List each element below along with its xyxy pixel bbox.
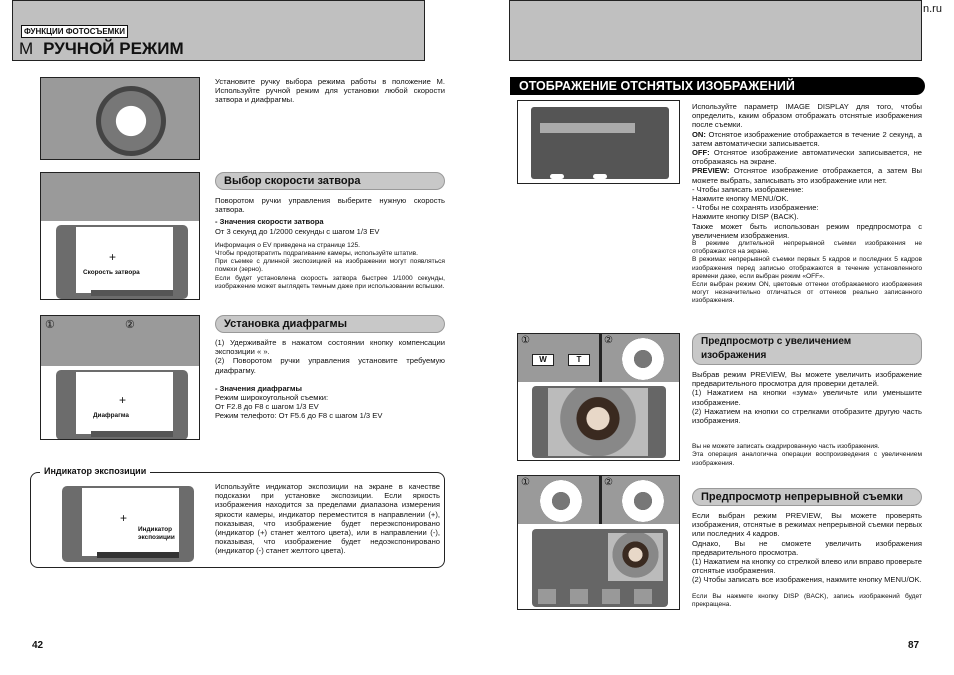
- burst-preview-illustration: [517, 475, 680, 610]
- section-tag: ФУНКЦИИ ФОТОСЪЕМКИ: [21, 25, 128, 38]
- display-note: В режимах непрерывной съемки первых 5 кадров и последних 5 кадров изображения перед записью отображаются в течение установленного времени даже, если выбран режим «OFF».: [692, 256, 922, 280]
- image-display-text: [692, 102, 922, 333]
- menu-ok-button-icon: [622, 480, 664, 522]
- aperture-step-1: (1) Удерживайте в нажатом состоянии кнопку компенсации экспозиции « ».: [215, 338, 445, 357]
- display-line: Также может быть использован режим предпросмотра с увеличением изображения.: [692, 221, 922, 240]
- exposure-text: Используйте индикатор экспозиции на экране в качестве подсказки при установке экспозиции. Если яркость изображения находится за пределами диапазона измерения яркости камеры, индикатор переместится в направлении (+), показывая, что изображение будет переэкспонировано (индикатор (+) станет желтого цвета), или в направлении (-), показывая, что изображение будет недоэкспонировано (индикатор (-) станет желтого цвета).: [215, 482, 440, 556]
- shutter-image-label: Скорость затвора: [83, 269, 140, 276]
- mode-dial-icon: [96, 86, 166, 156]
- shutter-text: [215, 196, 445, 315]
- option-preview: [692, 166, 922, 184]
- focus-frame-icon: +: [109, 250, 117, 264]
- aperture-heading: Установка диафрагмы: [215, 315, 445, 333]
- aperture-step-2: (2) Поворотом ручки управления установите требуемую диафрагму.: [215, 356, 445, 375]
- zoom-preview-line: Выбрав режим PREVIEW, Вы можете увеличить изображение предварительного просмотра для проверки деталей.: [692, 370, 922, 389]
- title-text: РУЧНОЙ РЕЖИМ: [43, 39, 184, 58]
- mode-letter: M: [19, 39, 34, 58]
- burst-preview-heading: Предпросмотр непрерывной съемки: [692, 488, 922, 506]
- step-1-mark: ①: [45, 319, 55, 331]
- image-display-menu-illustration: [517, 100, 680, 184]
- shutter-note: Если будет установлена скорость затвора быстрее 1/1000 секунды, изображение может выглядеть темным даже при использовании вспышки.: [215, 274, 445, 290]
- page-number-right: 87: [908, 640, 920, 651]
- step-1-mark: ①: [521, 335, 530, 346]
- page-title: [19, 39, 184, 59]
- intro-text: Установите ручку выбора режима работы в положение M. Используйте ручной режим для установки любой скорости затвора и диафрагмы.: [215, 77, 445, 105]
- exposure-illustration: [62, 486, 194, 562]
- step-1-mark: ①: [521, 477, 530, 488]
- zoom-preview-text: [692, 370, 922, 488]
- zoom-preview-line: (2) Нажатием на кнопки со стрелками отобразите другую часть изображения.: [692, 406, 922, 426]
- display-intro: Используйте параметр IMAGE DISPLAY для того, чтобы определить, каким образом отображать отснятые изображения после съемки.: [692, 102, 922, 130]
- aperture-illustration: [40, 315, 200, 440]
- left-text-column: [215, 77, 445, 421]
- zoom-preview-note: Вы не можете записать скадрированную часть изображения.: [692, 443, 880, 451]
- display-line: - Чтобы не сохранять изображение:: [692, 203, 819, 213]
- page-number-left: 42: [32, 640, 44, 651]
- option-on: [692, 130, 922, 148]
- right-text-column: [692, 102, 922, 609]
- step-2-mark: ②: [604, 335, 613, 346]
- shutter-note: Информация о EV приведена на странице 125.: [215, 241, 361, 249]
- option-key: PREVIEW:: [692, 166, 730, 176]
- section-title: ОТОБРАЖЕНИЕ ОТСНЯТЫХ ИЗОБРАЖЕНИЙ: [510, 77, 925, 95]
- zoom-preview-illustration: [517, 333, 680, 461]
- shutter-illustration: [40, 172, 200, 300]
- exposure-image-label: Индикатор экспозиции: [138, 526, 175, 541]
- aperture-value: Режим телефото: От F5.6 до F8 с шагом 1/3 EV: [215, 411, 383, 421]
- zoom-w-button: W: [532, 354, 554, 366]
- burst-preview-line: Однако, Вы не сможете увеличить изображения предварительного просмотра.: [692, 538, 922, 557]
- burst-preview-line: Если выбран режим PREVIEW, Вы можете проверять изображения, отснятые в режимах непрерывной съемки первых или последних 4 кадров.: [692, 511, 922, 539]
- shutter-note: Чтобы предотвратить подрагивание камеры, используйте штатив.: [215, 250, 418, 258]
- option-off: [692, 148, 922, 166]
- option-text: Отснятое изображение отображается, а затем Вы можете выбрать, записывать это изображение или нет.: [692, 166, 922, 185]
- aperture-values-label: - Значения диафрагмы: [215, 383, 302, 393]
- option-key: ON:: [692, 129, 706, 139]
- display-line: Нажмите кнопку DISP (BACK).: [692, 212, 799, 222]
- portrait-photo: [548, 388, 648, 456]
- step-2-mark: ②: [604, 477, 613, 488]
- exposure-legend: Индикатор экспозиции: [40, 466, 150, 476]
- burst-preview-note: Если Вы нажмете кнопку DISP (BACK), запись изображений будет прекращена.: [692, 592, 922, 608]
- shutter-note: При съемке с длинной экспозицией на изображении могут появляться помехи (зерно).: [215, 258, 445, 274]
- zoom-preview-note: Эта операция аналогична операции воспроизведения с увеличением изображения.: [692, 451, 922, 467]
- burst-preview-text: [692, 511, 922, 609]
- burst-photo: [608, 533, 663, 581]
- display-line: - Чтобы записать изображение:: [692, 184, 804, 194]
- display-line: Нажмите кнопку MENU/OK.: [692, 194, 789, 204]
- zoom-preview-heading: Предпросмотр с увеличением изображения: [692, 333, 922, 365]
- focus-frame-icon: +: [119, 393, 127, 407]
- option-text: Отснятое изображение автоматически записывается, не отображаясь на экране.: [692, 148, 922, 167]
- shutter-description: Поворотом ручки управления выберите нужную скорость затвора.: [215, 196, 445, 215]
- step-2-mark: ②: [125, 319, 135, 331]
- mode-dial-illustration: [40, 77, 200, 160]
- directional-pad-icon: [622, 338, 664, 380]
- display-note: В режиме длительной непрерывной съемки изображения не отображаются на экране.: [692, 240, 922, 256]
- left-page-header: [12, 0, 425, 61]
- corner-text: n.ru: [923, 3, 942, 15]
- shutter-values-label: - Значения скорости затвора: [215, 217, 324, 227]
- option-text: Отснятое изображение отображается в течение 2 секунд, а затем автоматически записывается.: [692, 129, 922, 148]
- shutter-heading: Выбор скорости затвора: [215, 172, 445, 190]
- burst-thumbnails: [538, 589, 663, 604]
- aperture-text: [215, 338, 445, 421]
- zoom-preview-line: (1) Нажатием на кнопки «зума» увеличьте или уменьшите изображение.: [692, 388, 922, 407]
- option-key: OFF:: [692, 148, 710, 158]
- aperture-image-label: Диафрагма: [93, 412, 129, 419]
- burst-preview-line: (1) Нажатием на кнопку со стрелкой влево или вправо проверьте отснятые изображения.: [692, 557, 922, 576]
- shutter-values: От 3 секунд до 1/2000 секунды с шагом 1/3 EV: [215, 226, 380, 236]
- aperture-value: От F2.8 до F8 с шагом 1/3 EV: [215, 402, 319, 412]
- directional-pad-icon: [540, 480, 582, 522]
- zoom-t-button: T: [568, 354, 590, 366]
- focus-frame-icon: +: [120, 511, 128, 525]
- aperture-value: Режим широкоугольной съемки:: [215, 393, 329, 403]
- display-note: Если выбран режим ON, цветовые оттенки отображаемого изображения могут незначительно отличаться от оттенков реально записанного изображения.: [692, 281, 922, 305]
- right-page-header: [509, 0, 922, 61]
- burst-preview-line: (2) Чтобы записать все изображения, нажмите кнопку MENU/OK.: [692, 575, 922, 585]
